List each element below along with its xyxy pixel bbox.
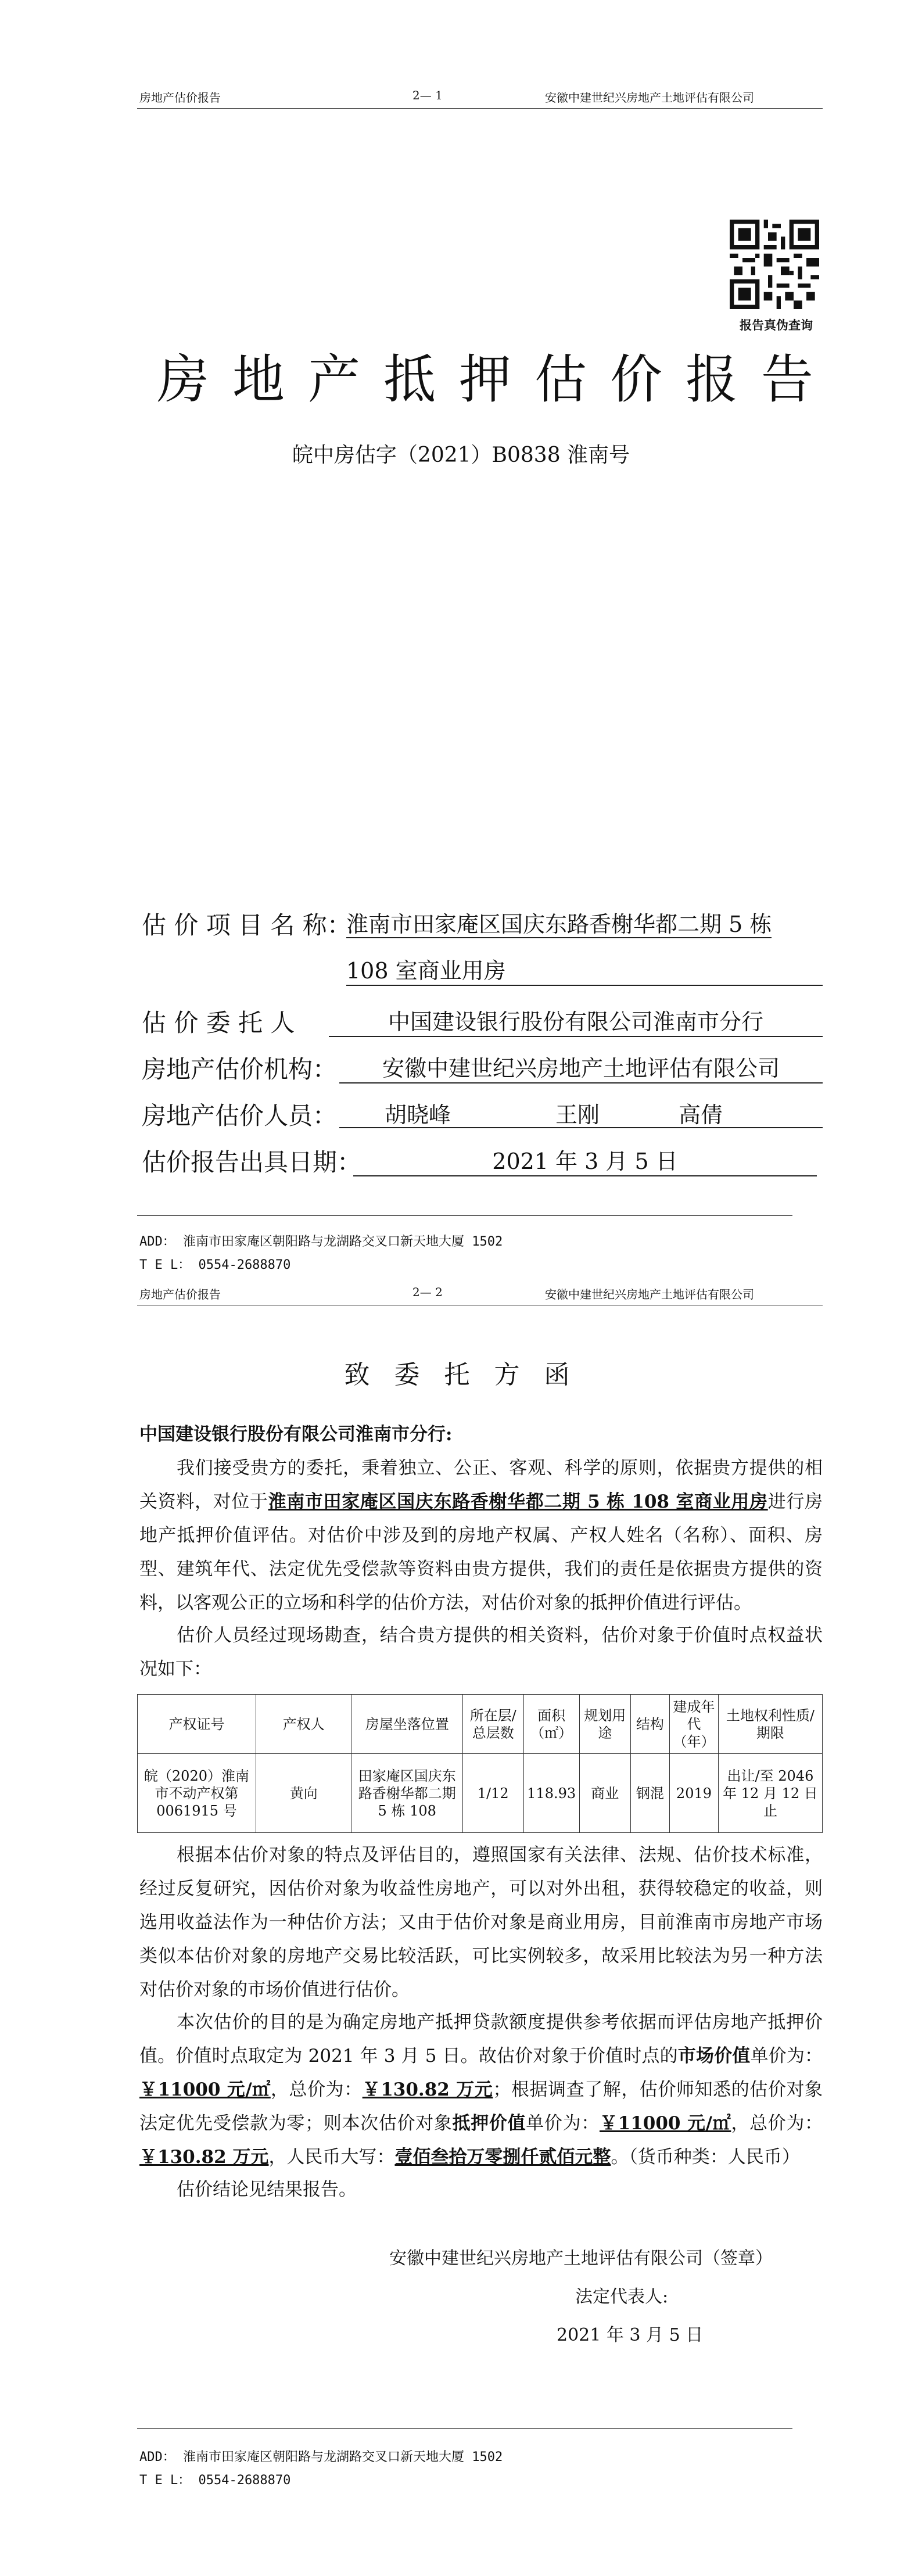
table-header: 产权证号 xyxy=(138,1695,256,1754)
footer-phone: T E L： 0554-2688870 xyxy=(139,1258,291,1272)
report-title: 房地产抵押估价报告 xyxy=(157,349,837,410)
mortgage-unit-price: ￥11000 元/㎡ xyxy=(599,2113,731,2134)
appraiser-name: 高倩 xyxy=(679,1102,723,1128)
table-header: 面积（㎡） xyxy=(523,1695,579,1754)
table-cell: 118.93 xyxy=(523,1754,579,1833)
letter-title: 致 委 托 方 函 xyxy=(344,1360,578,1390)
paragraph-intro-part: 进行房地产抵押价值评估。对估价中涉及到的房地产权属、产权人姓名（名称）、面积、房型、建筑年代、法定优先受偿款等资料由贵方提供，我们的责任是依据贵方提供的资料，以客观公正的立场和科学的估价方法，对估价对象的抵押价值进行评估。 xyxy=(139,1491,823,1613)
paragraph-intro xyxy=(139,1451,823,1620)
paragraph-conclusion-part: ；根据调查了解，估价师知悉的估价对象法定优先受偿款为零；则本次估价对象 xyxy=(139,2079,823,2134)
paragraph-conclusion-part: 单价为： xyxy=(750,2046,823,2066)
appraiser-name: 胡晓峰 xyxy=(385,1102,451,1128)
header-page-number: 2— 2 xyxy=(412,1285,443,1299)
project-name-value xyxy=(346,906,823,938)
table-cell: 商业 xyxy=(579,1754,630,1833)
footer-address: ADD： 淮南市田家庵区朝阳路与龙湖路交叉口新天地大厦 1502 xyxy=(139,1235,503,1249)
header-left: 房地产估价报告 xyxy=(139,91,221,105)
market-unit-price: ￥11000 元/㎡ xyxy=(139,2079,271,2100)
header-rule xyxy=(137,108,823,109)
paragraph-intro-part: 我们接受贵方的委托，秉着独立、公正、客观、科学的原则，依据贵方提供的相关资料，对位于 xyxy=(139,1458,823,1512)
footer-address: ADD： 淮南市田家庵区朝阳路与龙湖路交叉口新天地大厦 1502 xyxy=(139,2450,503,2464)
project-name-label: 估 价 项 目 名 称： xyxy=(142,911,351,939)
client-label: 估 价 委 托 人 xyxy=(142,1009,295,1037)
table-cell: 黄向 xyxy=(256,1754,351,1833)
client-value: 中国建设银行股份有限公司淮南市分行 xyxy=(329,1004,823,1037)
report-doc-number: 皖中房估字（2021）B0838 淮南号 xyxy=(292,443,630,467)
footer-phone: T E L： 0554-2688870 xyxy=(139,2473,291,2488)
paragraph-conclusion-part: 本次估价的目的是为确定房地产抵押贷款额度提供参考依据而评估房地产抵押价值。价值时点取定为 2021 年 3 月 5 日。故估价对象于价值时点的 xyxy=(139,2012,823,2066)
project-name-line-2: 108 室商业用房 xyxy=(346,953,823,986)
paragraph-see-results: 估价结论见结果报告。 xyxy=(177,2179,357,2200)
qr-caption: 报告真伪查询 xyxy=(740,318,813,332)
property-table xyxy=(137,1694,823,1833)
appraisers-value xyxy=(339,1097,823,1128)
agency-label: 房地产估价机构： xyxy=(142,1055,338,1084)
footer-rule xyxy=(137,2428,792,2429)
table-header: 房屋坐落位置 xyxy=(351,1695,462,1754)
property-address-highlight: 淮南市田家庵区国庆东路香榭华都二期 5 栋 108 室商业用房 xyxy=(268,1491,768,1512)
table-cell: 1/12 xyxy=(462,1754,523,1833)
signature-company: 安徽中建世纪兴房地产土地评估有限公司（签章） xyxy=(389,2248,773,2269)
header-right: 安徽中建世纪兴房地产土地评估有限公司 xyxy=(545,91,754,105)
market-value-label: 市场价值 xyxy=(677,2046,751,2066)
header-page-number: 2— 1 xyxy=(412,88,443,102)
header-right: 安徽中建世纪兴房地产土地评估有限公司 xyxy=(545,1287,754,1301)
table-header: 土地权利性质/期限 xyxy=(718,1695,822,1754)
table-cell: 出让/至 2046 年 12 月 12 日止 xyxy=(718,1754,822,1833)
issue-date-value: 2021 年 3 月 5 日 xyxy=(353,1143,817,1176)
footer-rule xyxy=(137,1215,792,1216)
signature-legal-rep: 法定代表人: xyxy=(575,2287,669,2307)
header-left: 房地产估价报告 xyxy=(139,1287,221,1301)
table-header: 建成年代（年） xyxy=(670,1695,719,1754)
table-header: 产权人 xyxy=(256,1695,351,1754)
table-cell: 田家庵区国庆东路香榭华都二期 5 栋 108 xyxy=(351,1754,462,1833)
paragraph-conclusion-part: ，总价为： xyxy=(270,2079,363,2100)
addressee: 中国建设银行股份有限公司淮南市分行: xyxy=(139,1424,453,1445)
agency-value: 安徽中建世纪兴房地产土地评估有限公司 xyxy=(339,1050,823,1084)
paragraph-method: 根据本估价对象的特点及评估目的，遵照国家有关法律、法规、估价技术标准，经过反复研究，因估价对象为收益性房地产，可以对外出租，获得较稳定的收益，则选用收益法作为一种估价方法；又由于估价对象是商业用房，目前淮南市房地产市场类似本估价对象的房地产交易比较活跃，可比实例较多，故采用比较法为另一种方法对估价对象的市场价值进行估价。 xyxy=(139,1845,823,2000)
paragraph-conclusion-part: 。（货币种类：人民币） xyxy=(611,2147,800,2168)
signature-date: 2021 年 3 月 5 日 xyxy=(557,2325,704,2345)
market-total-price: ￥130.82 万元 xyxy=(362,2079,493,2100)
project-name-line-1: 淮南市田家庵区国庆东路香榭华都二期 5 栋 xyxy=(346,912,772,937)
table-cell: 2019 xyxy=(670,1754,719,1833)
mortgage-value-label: 抵押价值 xyxy=(452,2113,526,2134)
table-header: 结构 xyxy=(630,1695,669,1754)
table-header-row xyxy=(138,1695,823,1754)
appraisers-label: 房地产估价人员： xyxy=(142,1102,338,1130)
issue-date-label: 估价报告出具日期： xyxy=(142,1148,362,1176)
paragraph-conclusion-part: ，人民币大写： xyxy=(268,2147,395,2168)
mortgage-total-price: ￥130.82 万元 xyxy=(139,2147,269,2168)
paragraph-conclusion-part: ，总价为： xyxy=(731,2113,823,2134)
table-cell: 钢混 xyxy=(630,1754,669,1833)
appraiser-name: 王刚 xyxy=(555,1102,600,1128)
table-cell: 皖（2020）淮南市不动产权第 0061915 号 xyxy=(138,1754,256,1833)
qr-code-icon xyxy=(730,220,819,309)
paragraph-conclusion xyxy=(139,2005,823,2174)
table-header: 规划用途 xyxy=(579,1695,630,1754)
paragraph-status: 估价人员经过现场勘查，结合贵方提供的相关资料，估价对象于价值时点权益状况如下： xyxy=(139,1625,823,1680)
amount-in-words: 壹佰叁拾万零捌仟贰佰元整 xyxy=(394,2147,611,2168)
paragraph-conclusion-part: 单价为： xyxy=(526,2113,600,2134)
table-row xyxy=(138,1754,823,1833)
table-header: 所在层/总层数 xyxy=(462,1695,523,1754)
